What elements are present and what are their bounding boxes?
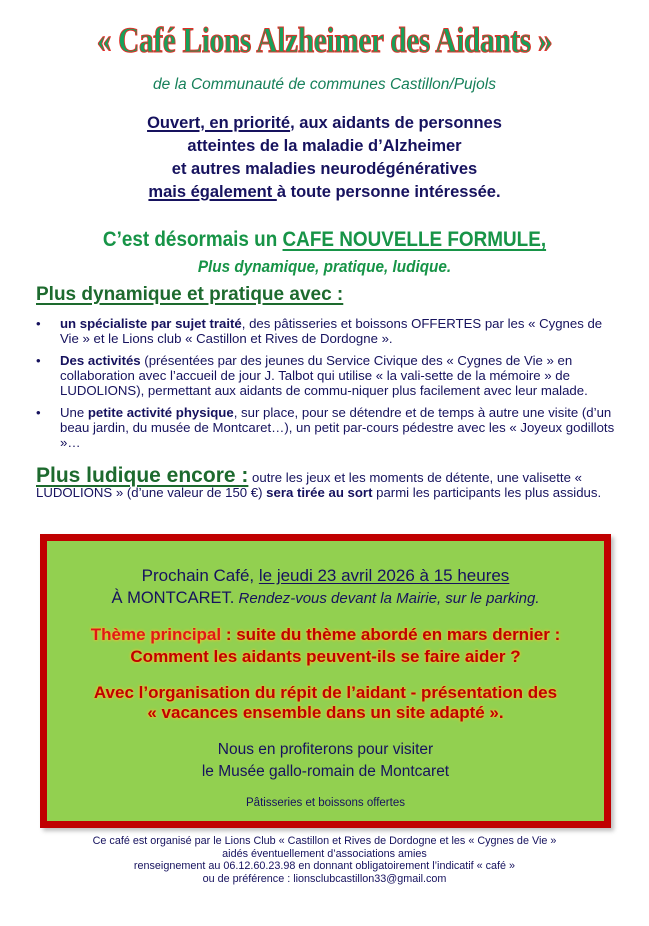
bullet-icon: • (36, 405, 41, 420)
list-item (30, 405, 620, 450)
next-cafe-line (47, 566, 604, 586)
list-item (30, 353, 620, 398)
bullet-bold: Des activités (60, 353, 141, 368)
ludique-heading: Plus ludique encore : (36, 464, 249, 487)
dynamic-heading: Plus dynamique et pratique avec : (36, 284, 344, 305)
bullet-bold: petite activité physique (87, 405, 234, 420)
theme-label: Thème principal (90, 625, 222, 644)
ludique-bold: sera tirée au sort (266, 485, 373, 500)
footer-line-4 (0, 873, 649, 886)
ludique-text-2: parmi les participants les plus assidus. (372, 485, 602, 500)
location: À MONTCARET. (111, 589, 235, 607)
intro-line-4 (0, 181, 649, 204)
location-line (47, 589, 604, 608)
intro-line-3: et autres maladies neurodégénératives (171, 160, 478, 178)
bullet-icon: • (36, 353, 41, 368)
intro-line-1-rest: , aux aidants de personnes (290, 114, 502, 132)
bullet-text: (présentées par des jeunes du Service Civique des « Cygnes de Vie » en collaboration avec l’accueil de jour J. Talbot qui utilise « la vali-sette de la mémoire » de LUDOLIONS), permettant aux aidants de commu-niquer plus facilement avec leur malade. (60, 353, 588, 398)
contact-email[interactable]: lionsclubcastillon33@gmail.com (293, 872, 447, 885)
new-formula-heading (32, 227, 616, 253)
visit-line-2: le Musée gallo-romain de Montcaret (201, 763, 450, 780)
bullet-text: , des pâtisseries et boissons OFFERTES par les « Cygnes de Vie » et le Lions club « Castillon et Rives de Dordogne ». (60, 316, 603, 346)
formula-prefix: C’est désormais un (102, 228, 283, 251)
next-prefix: Prochain Café, (141, 566, 259, 585)
footer-line-1: Ce café est organisé par le Lions Club « Castillon et Rives de Dordogne et les « Cygnes de Vie » (92, 835, 557, 847)
list-item (30, 316, 620, 346)
bullet-icon: • (36, 316, 41, 331)
visit-line-1: Nous en profiterons pour visiter (217, 741, 434, 758)
theme-text: : suite du thème abordé en mars dernier : (221, 625, 561, 644)
organisation-line-2: « vacances ensemble dans un site adapté ». (147, 703, 504, 722)
event-box (40, 534, 611, 828)
offer-line: Pâtisseries et boissons offertes (246, 797, 405, 809)
footer (0, 835, 649, 885)
flyer-subtitle: de la Communauté de communes Castillon/Pujols (153, 76, 496, 93)
footer-prefix: ou de préférence : (202, 872, 294, 885)
theme-question: Comment les aidants peuvent-ils se faire aider ? (130, 647, 521, 666)
bullet-text: , sur place, pour se détendre et de temps à autre une visite (d’un beau jardin, du musée de Montcaret…), un petit par-cours pédestre avec les « Joyeux godillots »… (60, 405, 615, 450)
next-date: le jeudi 23 avril 2026 à 15 heures (258, 566, 510, 585)
meeting-point: Rendez-vous devant la Mairie, sur le parking. (234, 590, 540, 607)
intro-line-4-rest: à toute personne intéressée. (276, 183, 501, 201)
formula-highlight: CAFE NOUVELLE FORMULE, (282, 228, 547, 251)
ludique-text-1: outre les jeux et les moments de détente, une valisette « LUDOLIONS » (d’une valeur de 150 €) (36, 470, 582, 500)
intro-priority: Ouvert, en priorité (147, 114, 291, 132)
footer-line-3: renseignement au 06.12.60.23.98 en donnant obligatoirement l’indicatif « café » (133, 860, 516, 872)
dynamic-bullet-list (30, 316, 620, 457)
intro-block (0, 112, 649, 204)
bullet-bold: un spécialiste par sujet traité (60, 316, 242, 331)
theme-line (47, 625, 604, 645)
flyer-title: « Café Lions Alzheimer des Aidants » (96, 20, 553, 60)
formula-tagline: Plus dynamique, pratique, ludique. (197, 257, 452, 276)
organisation-line-1: Avec l’organisation du répit de l’aidant - présentation des (93, 683, 558, 702)
ludique-paragraph (36, 464, 616, 500)
intro-line-1 (0, 112, 649, 135)
intro-also: mais également (148, 183, 277, 201)
footer-line-2: aidés éventuellement d’associations amies (222, 847, 427, 860)
bullet-pre: Une (60, 405, 88, 420)
intro-line-2: atteintes de la maladie d’Alzheimer (187, 137, 462, 155)
